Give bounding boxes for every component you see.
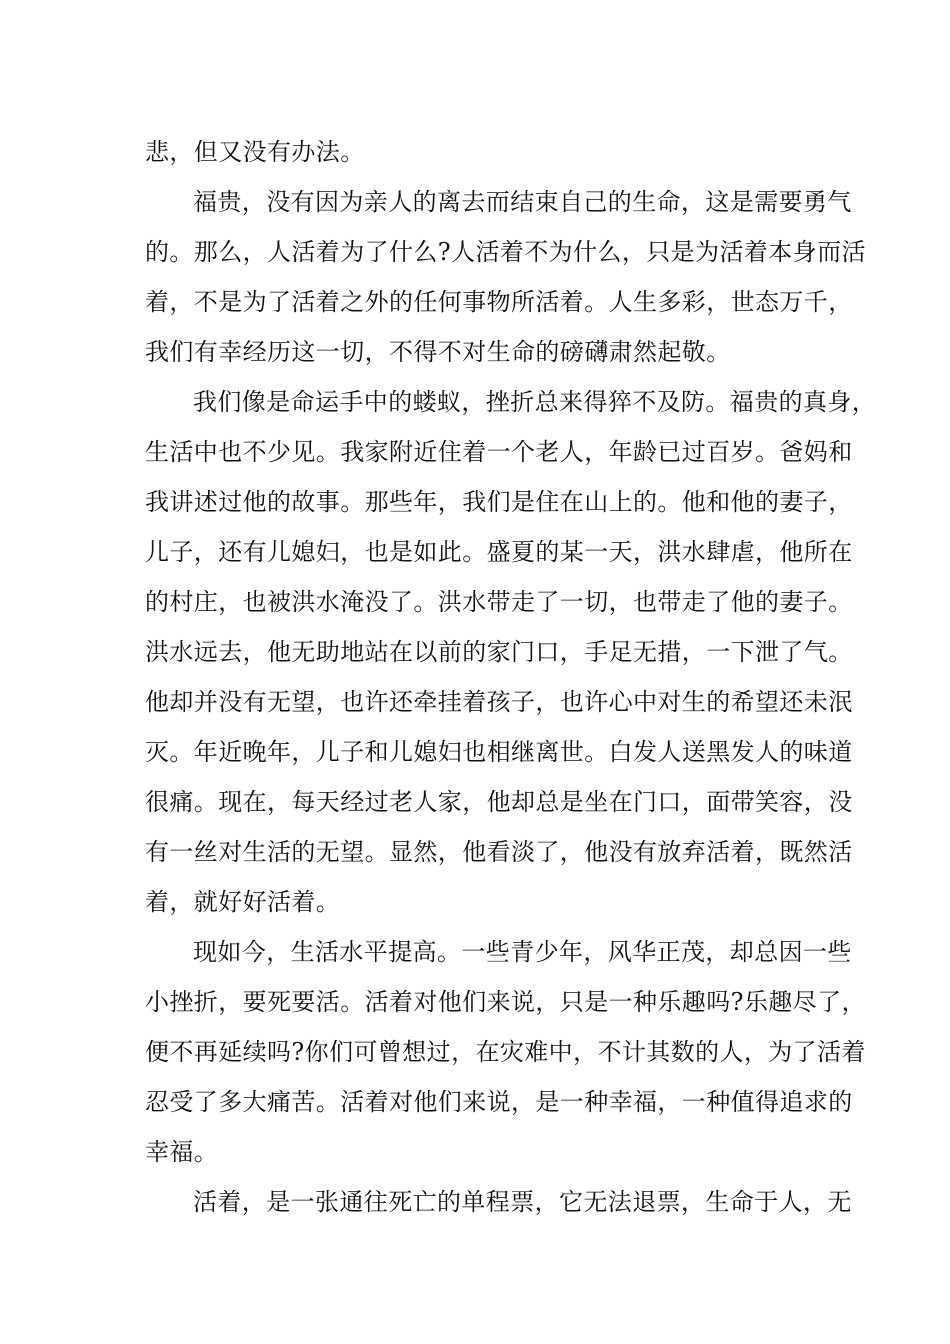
text-line: 洪水远去，他无助地站在以前的家门口，手足无措，一下泄了气。 [145,638,853,666]
text-line: 生活中也不少见。我家附近住着一个老人，年龄已过百岁。爸妈和 [145,438,853,466]
paragraph-first-line: 我们像是命运手中的蝼蚁，挫折总来得猝不及防。福贵的真身， [193,388,877,416]
paragraph-first-line: 福贵，没有因为亲人的离去而结束自己的生命，这是需要勇气 [193,188,852,216]
text-line: 忍受了多大痛苦。活着对他们来说，是一种幸福，一种值得追求的 [145,1088,853,1116]
text-line: 小挫折，要死要活。活着对他们来说，只是一种乐趣吗?乐趣尽了， [145,988,866,1016]
text-line: 灭。年近晚年，儿子和儿媳妇也相继离世。白发人送黑发人的味道 [145,738,853,766]
text-line: 着，不是为了活着之外的任何事物所活着。人生多彩，世态万千， [145,288,853,316]
text-line: 我讲述过他的故事。那些年，我们是住在山上的。他和他的妻子， [145,488,853,516]
paragraph-first-line: 活着，是一张通往死亡的单程票，它无法退票，生命于人，无 [193,1188,852,1216]
text-line: 悲，但又没有办法。 [145,138,365,166]
text-line: 他却并没有无望，也许还牵挂着孩子，也许心中对生的希望还未泯 [145,688,853,716]
text-line: 儿子，还有儿媳妇，也是如此。盛夏的某一天，洪水肆虐，他所在 [145,538,853,566]
text-line: 便不再延续吗?你们可曾想过，在灾难中，不计其数的人，为了活着 [145,1038,866,1066]
paragraph-first-line: 现如今，生活水平提高。一些青少年，风华正茂，却总因一些 [193,938,852,966]
text-line: 着，就好好活着。 [145,888,341,916]
text-line: 的。那么，人活着为了什么?人活着不为什么，只是为活着本身而活 [145,238,866,266]
text-line: 幸福。 [145,1138,219,1166]
text-line: 的村庄，也被洪水淹没了。洪水带走了一切，也带走了他的妻子。 [145,588,853,616]
text-line: 有一丝对生活的无望。显然，他看淡了，他没有放弃活着，既然活 [145,838,853,866]
text-line: 我们有幸经历这一切，不得不对生命的磅礴肃然起敬。 [145,338,731,366]
text-line: 很痛。现在，每天经过老人家，他却总是坐在门口，面带笑容，没 [145,788,853,816]
